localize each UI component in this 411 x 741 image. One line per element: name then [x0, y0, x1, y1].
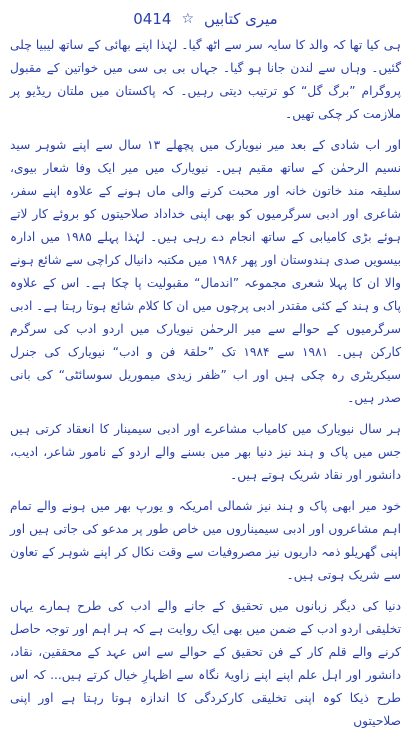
- star-icon: ☆: [181, 11, 195, 27]
- paragraph-3: ہر سال نیویارک میں کامیاب مشاعرے اور ادبی سیمینار کا انعقاد کرتی ہیں جس میں پاک و ہند نیز دنیا بھر میں بسنے والے اردو کے نامور شاعر، ادیب، دانشور اور نقاد شریک ہوتے ہیں۔: [10, 422, 401, 482]
- page-header: [0, 6, 411, 32]
- paragraph-4: خود میر ابھی پاک و ہند نیز شمالی امریکہ و یورپ بھر میں ہونے والے تمام اہم مشاعروں اور ادبی سیمیناروں میں خاص طور پر مدعو کی جاتی ہیں اور اپنی گھریلو ذمہ داریوں نیز مصروفیات سے وقت نکال کر اپنے شوہر کے تعاون سے شریک ہوتی ہیں۔: [10, 499, 401, 582]
- paragraph-5: دنیا کی دیگر زبانوں میں تحقیق کے جانے والے ادب کی طرح ہمارے یہاں تخلیقی اردو ادب کے ضمن میں بھی ایک روایت ہے کہ ہر اہم اور توجہ حاصل کرنے والے قلم کار کے فن تحقیق کے حوالے سے اس عہد کے محققین، نقاد، دانشور اور اہل علم اپنے اپنے زاویۂ نگاہ سے اظہارِ خیال کرتے ہیں... کہ اس طرح ذیکا کوہ اپنی تخلیقی کارکردگی کا اندازہ ہوتا رہتا ہے اور اپنی صلاحیتوں: [10, 599, 401, 728]
- paragraph-1: ہی کیا تھا کہ والد کا سایہ سر سے اٹھ گیا۔ لہٰذا اپنے بھائی کے ساتھ لیبیا چلی گئیں۔ وہاں سے لندن جانا ہو گیا۔ جہاں بی بی سی میں خواتین کے مقبول پروگرام ”برگ گل“ کو ترتیب دیتی رہیں۔ کہ پاکستان میں ملتان ریڈیو پر ملازمت کر چکی تھیں۔: [10, 38, 401, 121]
- paragraph-2: اور اب شادی کے بعد میر نیویارک میں پچھلے ۱۳ سال سے اپنے شوہر سید نسیم الرحمٰن کے ساتھ مقیم ہیں۔ نیویارک میں میر ایک وفا شعار بیوی، سلیقہ مند خاتون خانہ اور محبت کرنے والی ماں ہونے کے علاوہ اپنے سفر، شاعری اور ادبی سرگرمیوں کو بھی اپنی خداداد صلاحیتوں کو بروئے کار لاتے ہوئے بڑی کامیابی کے ساتھ انجام دے رہی ہیں۔ لہٰذا پہلے ۱۹۸۵ میں ادارہ بیسویں صدی ہندوستان اور پھر ۱۹۸۶ میں مکتبہ دانیال کراچی سے شائع ہونے والا ان کا پہلا شعری مجموعہ ”اندمال“ مقبولیت پا چکا ہے۔ اس کے علاوہ پاک و ہند کے کئی مقتدر ادبی پرچوں میں ان کا کلام شائع ہوتا رہتا ہے۔ ادبی سرگرمیوں کے حوالے سے میر الرحمٰن نیویارک میں اردو ادب کی سرگرم کارکن ہیں۔ ۱۹۸۱ سے ۱۹۸۴ تک ”حلقۂ فن و ادب“ نیویارک کی جنرل سیکریٹری رہ چکی ہیں اور اب ”ظفر زیدی میموریل سوسائٹی“ کی بانی صدر ہیں۔: [10, 138, 402, 405]
- page-title: میری کتابیں: [204, 10, 278, 28]
- page-code: 0414: [133, 10, 172, 28]
- body-text: [10, 34, 401, 741]
